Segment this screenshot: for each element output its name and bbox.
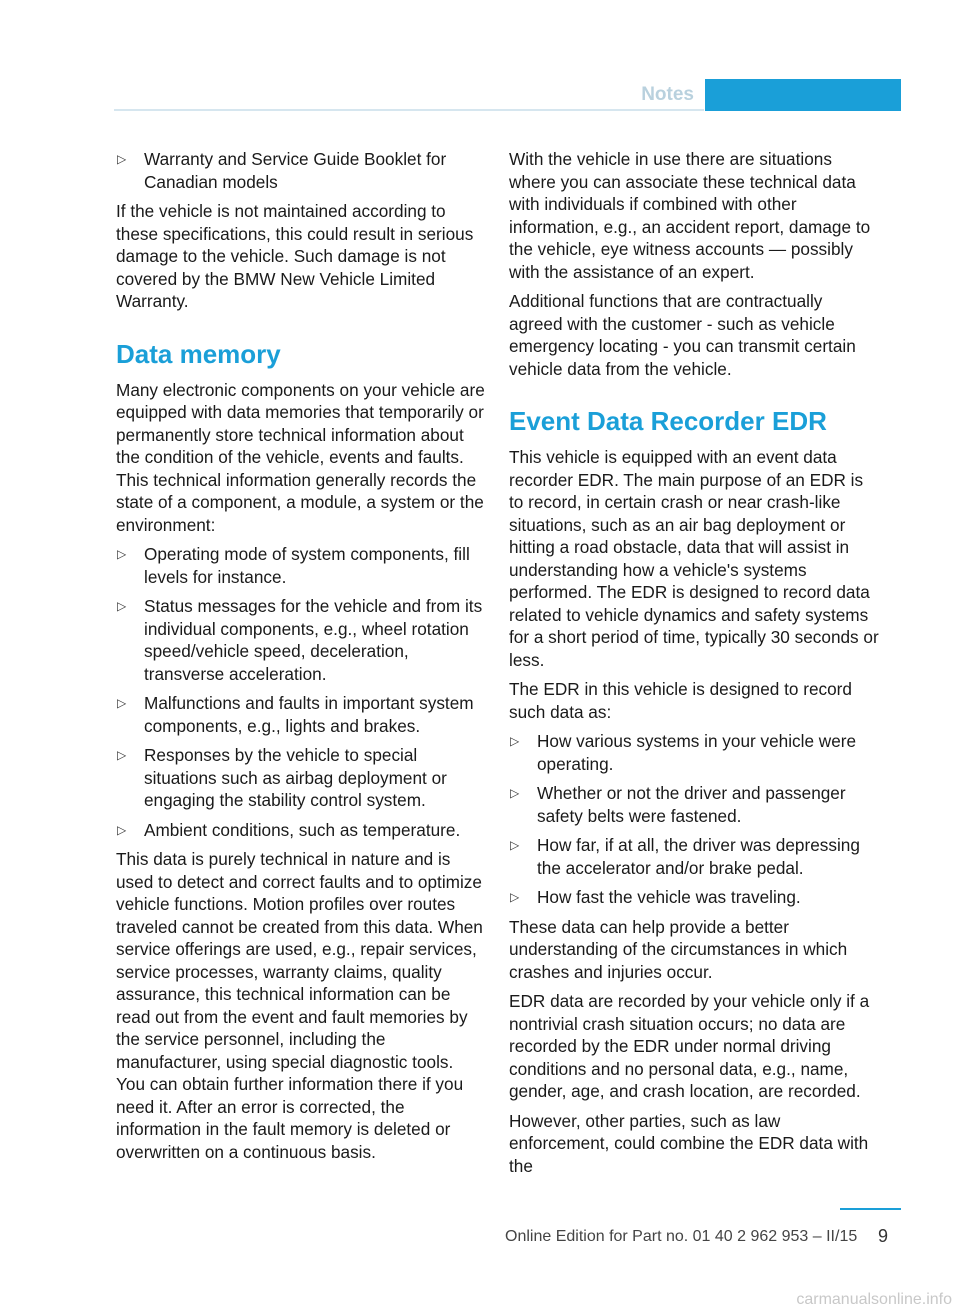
bullet-list [116, 543, 486, 841]
paragraph: These data can help provide a better understanding of the circumstances in which crashes and injuries occur. [509, 916, 848, 982]
list-item-text: Warranty and Service Guide Booklet for Canadian models [144, 149, 447, 192]
bullet-triangle-icon: ▷ [117, 748, 127, 762]
right-column [509, 148, 879, 1184]
list-item [116, 148, 486, 193]
heading-event-data-recorder: Event Data Recorder EDR [509, 406, 827, 436]
list-item-text: Responses by the vehicle to special situations such as airbag deployment or engaging the stability control system. [144, 745, 447, 810]
list-item [116, 744, 486, 812]
bullet-list [509, 730, 879, 909]
footer-edition: Online Edition for Part no. 01 40 2 962 953 – II/15 [505, 1228, 858, 1245]
intro-bullet-list [116, 148, 486, 193]
list-item-text: Ambient conditions, such as temperature. [144, 819, 461, 840]
section-title: Notes [641, 84, 694, 105]
list-item-text: How far, if at all, the driver was depressing the accelerator and/or brake pedal. [537, 835, 860, 878]
list-item [116, 692, 486, 737]
list-item-text: Malfunctions and faults in important system components, e.g., lights and brakes. [144, 693, 474, 736]
bullet-triangle-icon: ▷ [117, 152, 127, 166]
paragraph: The EDR in this vehicle is designed to record such data as: [509, 679, 852, 722]
list-item [509, 886, 879, 909]
heading-data-memory: Data memory [116, 338, 281, 369]
list-item [509, 730, 879, 775]
bullet-triangle-icon: ▷ [117, 547, 127, 561]
footer-rule [840, 1208, 901, 1210]
bullet-triangle-icon: ▷ [117, 696, 127, 710]
list-item-text: Status messages for the vehicle and from its individual components, e.g., wheel rotation speed/vehicle speed, deceleration, transverse acceleration. [144, 596, 483, 684]
list-item [509, 834, 879, 879]
paragraph: If the vehicle is not maintained according to these specifications, this could result in serious damage to the vehicle. Such damage is not covered by the BMW New Vehicle Limited Warranty. [116, 201, 474, 311]
list-item [116, 543, 486, 588]
left-column [116, 148, 486, 1170]
bullet-triangle-icon: ▷ [510, 890, 520, 904]
bullet-triangle-icon: ▷ [510, 838, 520, 852]
paragraph: This data is purely technical in nature and is used to detect and correct faults and to optimize vehicle functions. Motion profiles over routes traveled cannot be created from this data. When service offerings are used, e.g., repair services, service processes, warranty claims, quality assurance, this technical information can be read out from the event and fault memories by the service personnel, including the manufacturer, using special diagnostic tools. You can obtain further information there if you need it. After an error is corrected, the information in the fault memory is deleted or overwritten on a continuous basis. [116, 849, 483, 1162]
list-item [116, 819, 486, 842]
paragraph: However, other parties, such as law enforcement, could combine the EDR data with the [509, 1110, 869, 1176]
paragraph: Many electronic components on your vehicle are equipped with data memories that temporarily or permanently store technical information about the condition of the vehicle, events and faults. This technical information generally records the state of a component, a module, a system or the environment: [116, 379, 485, 535]
paragraph: EDR data are recorded by your vehicle only if a nontrivial crash situation occurs; no data are recorded by the EDR under normal driving conditions and no personal data, e.g., name, gender, age, and crash location, are recorded. [509, 991, 870, 1101]
list-item-text: Operating mode of system components, fill levels for instance. [144, 544, 470, 587]
bullet-triangle-icon: ▷ [117, 822, 127, 837]
paragraph: Additional functions that are contractually agreed with the customer - such as vehicle emergency locating - you can transmit certain vehicle data from the vehicle. [509, 291, 856, 379]
bullet-triangle-icon: ▷ [510, 786, 520, 800]
paragraph: This vehicle is equipped with an event data recorder EDR. The main purpose of an EDR is to record, in certain crash or near crash-like situations, such as an air bag deployment or hitting a road obstacle, data that will assist in understanding how a vehicle's systems performed. The EDR is designed to record data related to vehicle dynamics and safety systems for a short period of time, typically 30 seconds or less. [509, 447, 879, 670]
header-accent-bar [705, 79, 901, 111]
list-item-text: Whether or not the driver and passenger safety belts were fastened. [537, 783, 846, 826]
list-item-text: How fast the vehicle was traveling. [537, 887, 801, 907]
page-number: 9 [878, 1226, 889, 1246]
paragraph: With the vehicle in use there are situations where you can associate these technical data with individuals if combined with other information, e.g., an accident report, damage to the vehicle, eye witness accounts — possibly with the assistance of an expert. [509, 149, 871, 282]
bullet-triangle-icon: ▷ [510, 734, 520, 748]
header-rule [114, 109, 704, 111]
bullet-triangle-icon: ▷ [117, 599, 127, 613]
list-item [116, 595, 486, 685]
watermark: carmanualsonline.info [796, 1291, 952, 1308]
list-item-text: How various systems in your vehicle were operating. [537, 731, 857, 774]
list-item [509, 782, 879, 827]
